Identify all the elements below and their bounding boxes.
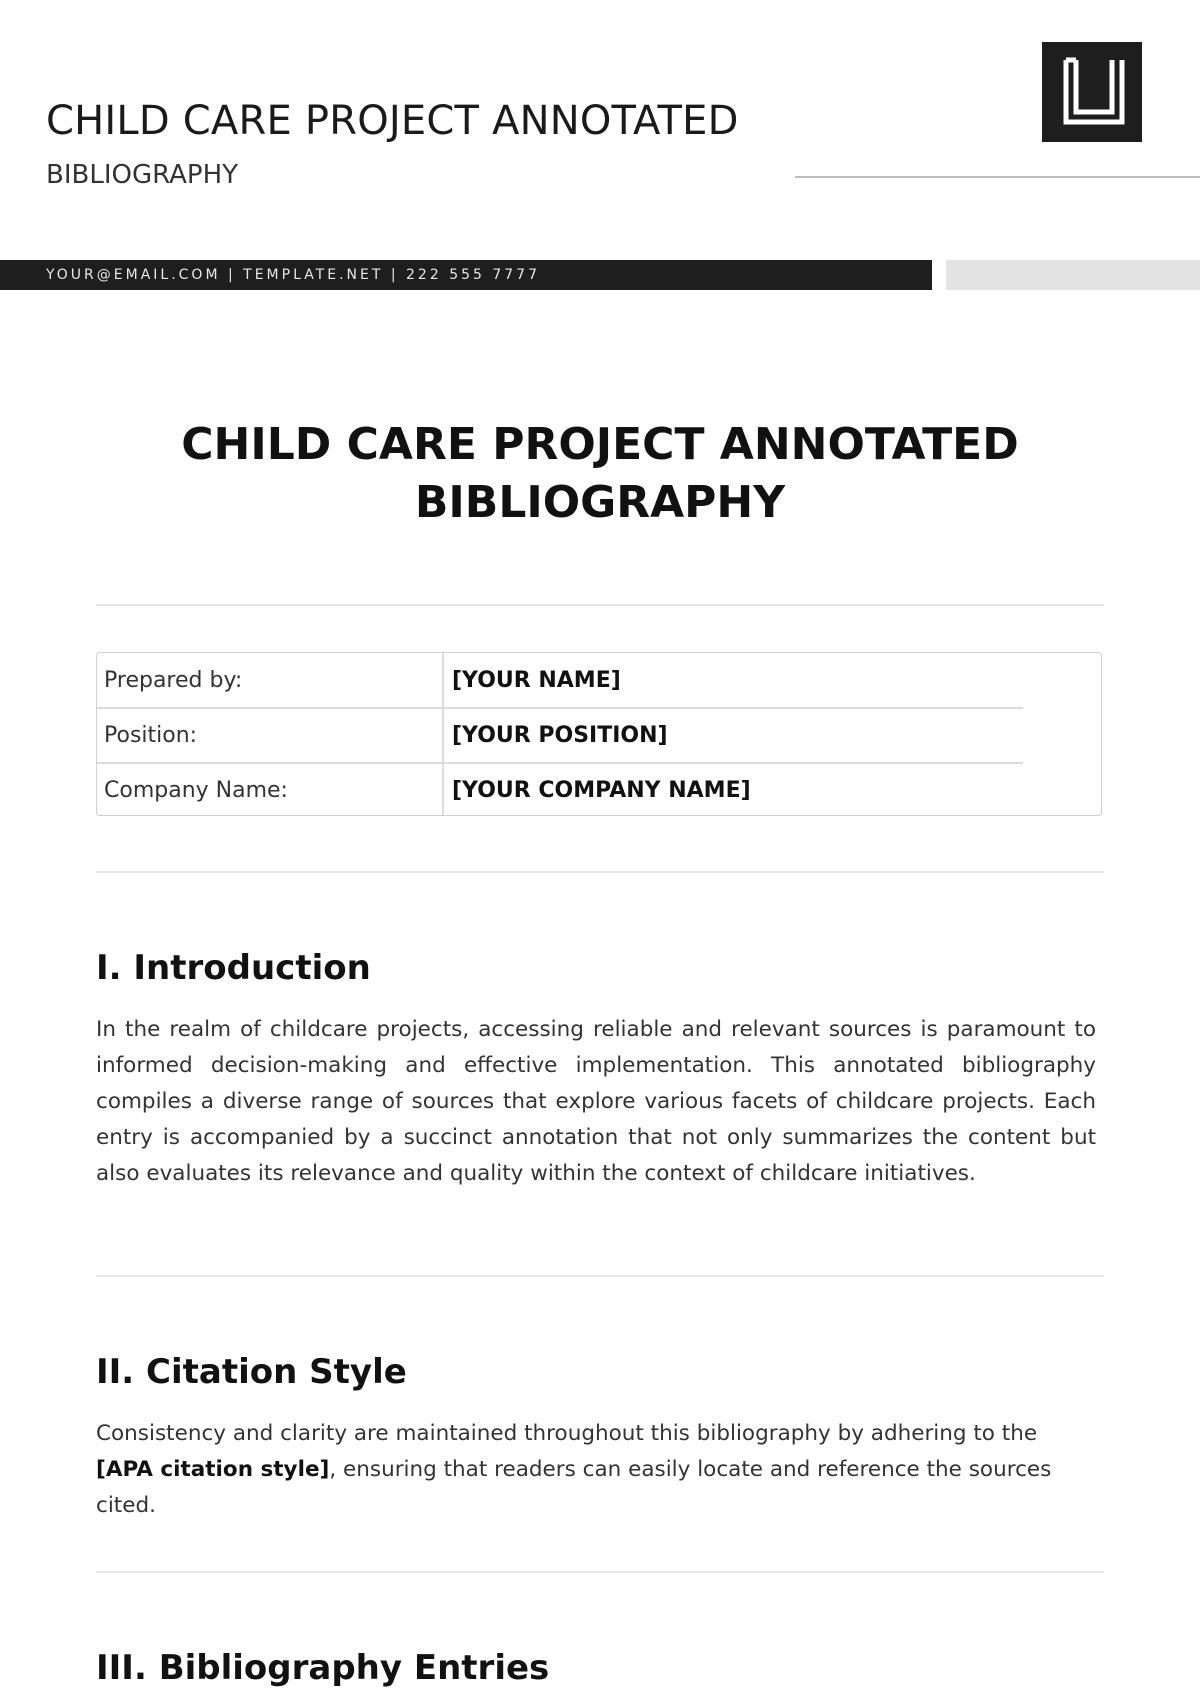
info-table xyxy=(96,652,1102,816)
company-name-value: [YOUR COMPANY NAME] xyxy=(452,778,751,803)
contact-bar xyxy=(0,260,932,290)
citation-style-name: [APA citation style] xyxy=(96,1457,330,1482)
divider xyxy=(96,1571,1104,1573)
divider xyxy=(96,871,1104,873)
position-value: [YOUR POSITION] xyxy=(452,723,668,748)
divider xyxy=(96,604,1104,606)
introduction-body: In the realm of childcare projects, accessing reliable and relevant sources is paramount to informed decision-making and effective implementation. This annotated bibliography compiles a diverse range of sources that explore various facets of childcare projects. Each entry is accompanied by a succinct annotation that not only summarizes the content but also evaluates its relevance and quality within the context of childcare initiatives. xyxy=(96,1017,1096,1186)
bibliography-entries-heading: III. Bibliography Entries xyxy=(96,1648,550,1688)
letterhead-rule xyxy=(795,176,1200,178)
contact-info: YOUR@EMAIL.COM | TEMPLATE.NET | 222 555 7777 xyxy=(46,267,540,283)
introduction-heading: I. Introduction xyxy=(96,948,371,988)
company-name-label: Company Name: xyxy=(104,778,288,803)
citation-style-text-start: Consistency and clarity are maintained throughout this bibliography by adhering to the xyxy=(96,1421,1038,1446)
table-row xyxy=(97,763,1101,818)
citation-style-body xyxy=(96,1416,1096,1524)
table-row xyxy=(97,708,1101,763)
citation-style-text-end: , ensuring that readers can easily locate and reference the sources cited. xyxy=(96,1457,1052,1518)
contact-bar-accent xyxy=(946,260,1200,290)
table-row xyxy=(97,653,1101,708)
prepared-by-label: Prepared by: xyxy=(104,668,243,693)
position-label: Position: xyxy=(104,723,198,748)
brand-logo-icon xyxy=(1042,42,1142,142)
document-title: CHILD CARE PROJECT ANNOTATED BIBLIOGRAPHY xyxy=(181,419,1019,528)
prepared-by-value: [YOUR NAME] xyxy=(452,668,621,693)
letterhead-title: CHILD CARE PROJECT ANNOTATED xyxy=(46,98,739,144)
citation-style-heading: II. Citation Style xyxy=(96,1352,407,1392)
letterhead-subtitle: BIBLIOGRAPHY xyxy=(46,160,239,190)
divider xyxy=(96,1275,1104,1277)
